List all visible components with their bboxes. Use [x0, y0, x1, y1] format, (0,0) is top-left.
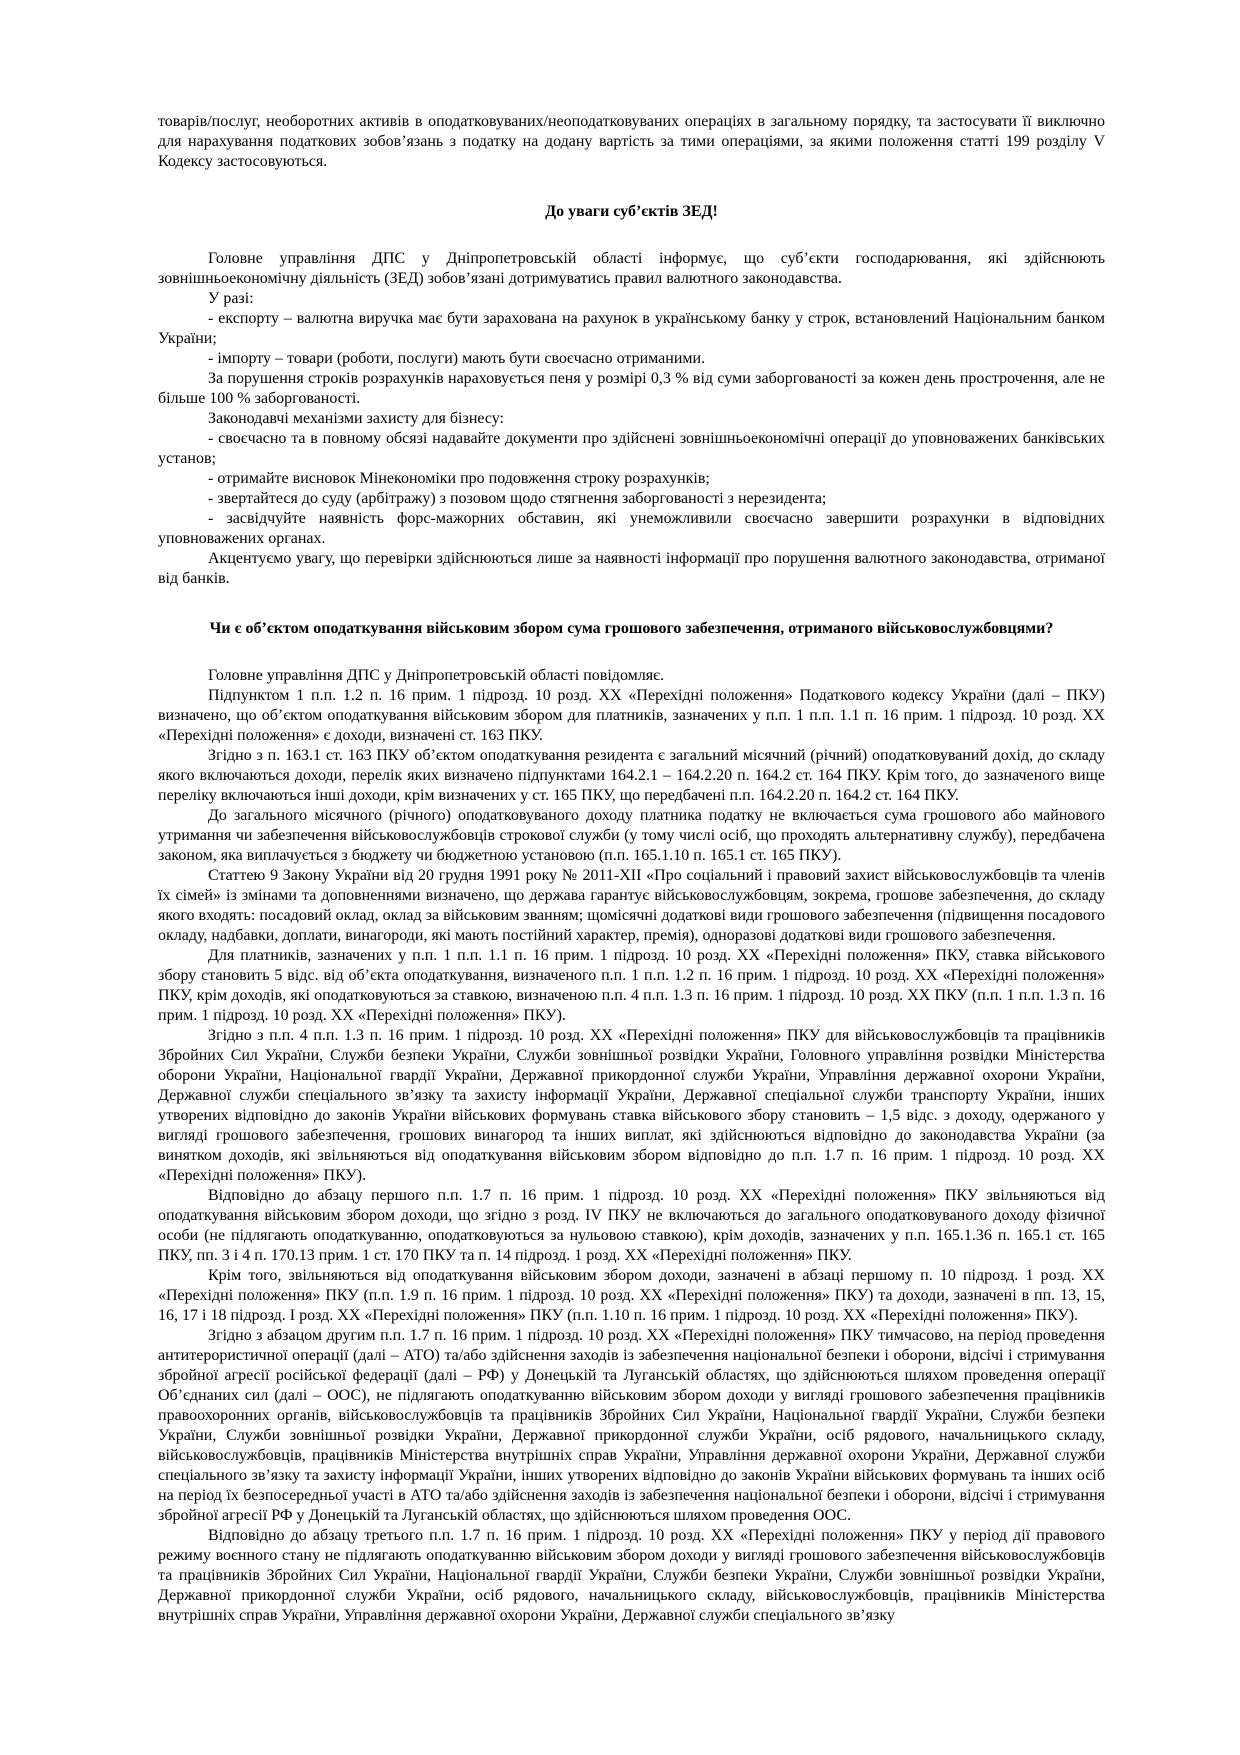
- zed-paragraph-penalty: За порушення строків розрахунків нараховується пеня у розмірі 0,3 % від суми заборгованості за кожен день прострочення, але не більше 100 % заборгованості.: [158, 370, 1105, 407]
- zed-item-force-majeure: - засвідчуйте наявність форс-мажорних обставин, які унеможливили своєчасно завершити розрахунки в відповідних уповноважених органах.: [158, 510, 1105, 547]
- zed-paragraph-mechanisms: Законодавчі механізми захисту для бізнесу:: [208, 410, 504, 427]
- heading-military-levy-question: Чи є об’єктом оподаткування військовим збором сума грошового забезпечення, отриманого військовослужбовцями?: [209, 620, 1054, 637]
- zed-paragraph-in-case: У разі:: [208, 290, 254, 307]
- zed-item-conclusion: - отримайте висновок Мінекономіки про подовження строку розрахунків;: [208, 470, 710, 487]
- levy-paragraph-martial-law: Відповідно до абзацу третього п.п. 1.7 п. 16 прим. 1 підрозд. 10 розд. XX «Перехідні положення» ПКУ у період дії правового режиму воєнного стану не підлягають оподаткуванню військовим збором доходи у вигляді грошового забезпечення військовослужбовців та працівників Збройних Сил України, Національної гвардії України, Служби безпеки України, Служби зовнішньої розвідки України, Державної прикордонної служби України, осіб рядового, начальницького складу, військовослужбовців, працівників Міністерства внутрішніх справ України, Управління державної охорони України, Державної служби спеціального зв’язку: [158, 1527, 1105, 1624]
- zed-item-court: - звертайтеся до суду (арбітражу) з позовом щодо стягнення заборгованості з нерезидента;: [208, 490, 827, 507]
- levy-paragraph-law-2011: Статтею 9 Закону України від 20 грудня 1991 року № 2011-XII «Про соціальний і правовий захист військовослужбовців та членів їх сімей» із змінами та доповненнями визначено, що держава гарантує військовослужбовцям, зокрема, грошове забезпечення, до складу якого входять: посадовий оклад, оклад за військовим званням; щомісячні додаткові види грошового забезпечення (підвищення посадового окладу, надбавки, доплати, винагороди, які мають постійний характер, премія), одноразові додаткові види грошового забезпечення.: [158, 867, 1105, 944]
- levy-paragraph-ato-oos: Згідно з абзацом другим п.п. 1.7 п. 16 прим. 1 підрозд. 10 розд. XX «Перехідні положення» ПКУ тимчасово, на період проведення антитерористичної операції (далі – АТО) та/або здійснення заходів із забезпечення національної безпеки і оборони, відсічі і стримування збройної агресії російської федерації (далі – РФ) у Донецькій та Луганській областях, що здійснюються шляхом проведення операції Об’єднаних сил (далі – ООС), не підлягають оподаткуванню військовим збором доходи у вигляді грошового забезпечення працівників правоохоронних органів, військовослужбовців та працівників Збройних Сил України, Національної гвардії України, Служби безпеки України, Служби зовнішньої розвідки України, Державної прикордонної служби України, осіб рядового, начальницького складу, військовослужбовців, працівників Міністерства внутрішніх справ України, Управління державної охорони України, Державної служби спеціального зв’язку та захисту інформації України, інших утворених відповідно до законів України військових формувань та інших осіб на період їх безпосередньої участі в АТО та/або здійснення заходів із забезпечення національної безпеки і оборони, відсічі і стримування збройної агресії РФ у Донецькій та Луганській областях, що здійснюються шляхом проведення ООС.: [158, 1327, 1105, 1524]
- zed-item-import: - імпорту – товари (роботи, послуги) мають бути своєчасно отриманими.: [208, 350, 706, 367]
- zed-item-export: - експорту – валютна виручка має бути зарахована на рахунок в українському банку у строк, встановлений Національним банком України;: [158, 310, 1105, 347]
- zed-paragraph-checks: Акцентуємо увагу, що перевірки здійснюються лише за наявності інформації про порушення валютного законодавства, отриманої від банків.: [158, 550, 1105, 587]
- zed-paragraph-intro: Головне управління ДПС у Дніпропетровській області інформує, що суб’єкти господарювання, які здійснюють зовнішньоекономічну діяльність (ЗЕД) зобов’язані дотримуватись правил валютного законодавства.: [158, 250, 1105, 287]
- levy-paragraph-excluded-income: До загального місячного (річного) оподатковуваного доходу платника податку не включається сума грошового або майнового утримання чи забезпечення військовослужбовців строкової служби (у тому числі осіб, що проходять альтернативну службу), передбачена законом, яка виплачується з бюджету чи бюджетною установою (п.п. 165.1.10 п. 165.1 ст. 165 ПКУ).: [158, 807, 1105, 864]
- levy-paragraph-exempt-additional: Крім того, звільняються від оподаткування військовим збором доходи, зазначені в абзаці першому п. 10 підрозд. 1 розд. XX «Перехідні положення» ПКУ (п.п. 1.9 п. 16 прим. 1 підрозд. 10 розд. XX «Перехідні положення» ПКУ) та доходи, зазначені в пп. 13, 15, 16, 17 і 18 підрозд. I розд. XX «Перехідні положення» ПКУ (п.п. 1.10 п. 16 прим. 1 підрозд. 10 розд. XX «Перехідні положення» ПКУ).: [158, 1267, 1105, 1324]
- heading-zed-notice: До уваги суб’єктів ЗЕД!: [545, 203, 718, 220]
- levy-paragraph-rate-5: Для платників, зазначених у п.п. 1 п.п. 1.1 п. 16 прим. 1 підрозд. 10 розд. XX «Перехідні положення» ПКУ, ставка військового збору становить 5 відс. від об’єкта оподаткування, визначеного п.п. 1 п.п. 1.2 п. 16 прим. 1 підрозд. 10 розд. XX «Перехідні положення» ПКУ, крім доходів, які оподатковуються за ставкою, визначеною п.п. 4 п.п. 1.3 п. 16 прим. 1 підрозд. 10 розд. XX ПКУ (п.п. 1 п.п. 1.3 п. 16 прим. 1 підрозд. 10 розд. XX «Перехідні положення» ПКУ).: [158, 947, 1105, 1024]
- levy-paragraph-informs: Головне управління ДПС у Дніпропетровській області повідомляє.: [208, 667, 664, 684]
- continuation-paragraph: товарів/послуг, необоротних активів в оподатковуваних/неоподатковуваних операціях в загальному порядку, та застосувати її виключно для нарахування податкових зобов’язань з податку на додану вартість за тими операціями, за якими положення статті 199 розділу V Кодексу застосовуються.: [158, 113, 1105, 170]
- zed-item-documents: - своєчасно та в повному обсязі надавайте документи про здійснені зовнішньоекономічні операції до уповноважених банківських установ;: [158, 430, 1105, 467]
- levy-paragraph-subitem1: Підпунктом 1 п.п. 1.2 п. 16 прим. 1 підрозд. 10 розд. XX «Перехідні положення» Податкового кодексу України (далі – ПКУ) визначено, що об’єктом оподаткування військовим збором для платників, зазначених у п.п. 1 п.п. 1.1 п. 16 прим. 1 підрозд. 10 розд. XX «Перехідні положення» є доходи, визначені ст. 163 ПКУ.: [158, 687, 1105, 744]
- levy-paragraph-art163: Згідно з п. 163.1 ст. 163 ПКУ об’єктом оподаткування резидента є загальний місячний (річний) оподатковуваний дохід, до складу якого включаються доходи, перелік яких визначено підпунктами 164.2.1 – 164.2.20 п. 164.2 ст. 164 ПКУ. Крім того, до зазначеного вище переліку включаються інші доходи, крім визначених у ст. 165 ПКУ, що передбачені п.п. 164.2.20 п. 164.2 ст. 164 ПКУ.: [158, 747, 1105, 804]
- levy-paragraph-rate-1-5: Згідно з п.п. 4 п.п. 1.3 п. 16 прим. 1 підрозд. 10 розд. XX «Перехідні положення» ПКУ для військовослужбовців та працівників Збройних Сил України, Служби безпеки України, Служби зовнішньої розвідки України, Головного управління розвідки Міністерства оборони України, Національної гвардії України, Державної прикордонної служби України, Управління державної охорони України, Державної служби спеціального зв’язку та захисту інформації України, Державної спеціальної служби транспорту України, інших утворених відповідно до законів України військових формувань ставка військового збору становить – 1,5 відс. з доходу, одержаного у вигляді грошового забезпечення, грошових винагород та інших виплат, які здійснюються відповідно до законодавства України (за винятком доходів, які звільняються від оподаткування військовим збором відповідно до п.п. 1.7 п. 16 прим. 1 підрозд. 10 розд. XX «Перехідні положення» ПКУ).: [158, 1027, 1105, 1184]
- levy-paragraph-exempt-first: Відповідно до абзацу першого п.п. 1.7 п. 16 прим. 1 підрозд. 10 розд. XX «Перехідні положення» ПКУ звільняються від оподаткування військовим збором доходи, що згідно з розд. IV ПКУ не включаються до загального оподатковуваного доходу фізичної особи (не підлягають оподаткуванню, оподатковуються за нульовою ставкою), крім доходів, зазначених у п.п. 165.1.36 п. 165.1 ст. 165 ПКУ, пп. 3 і 4 п. 170.13 прим. 1 ст. 170 ПКУ та п. 14 підрозд. 1 розд. XX «Перехідні положення» ПКУ.: [158, 1187, 1105, 1264]
